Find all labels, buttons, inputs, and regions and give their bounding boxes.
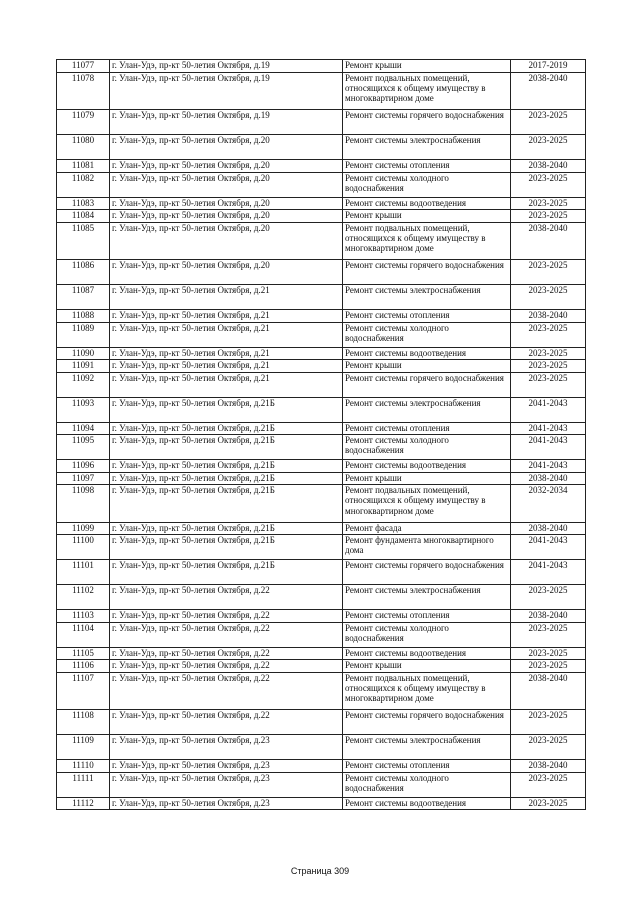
address-cell: г. Улан-Удэ, пр-кт 50-летия Октября, д.19 <box>110 110 343 135</box>
address-cell: г. Улан-Удэ, пр-кт 50-летия Октября, д.21 <box>110 310 343 323</box>
table-row <box>57 422 586 435</box>
table-row <box>57 322 586 347</box>
work-type-cell: Ремонт системы отопления <box>343 760 511 773</box>
table-row <box>57 622 586 647</box>
period-cell: 2023-2025 <box>511 110 586 135</box>
address-cell: г. Улан-Удэ, пр-кт 50-летия Октября, д.22 <box>110 647 343 660</box>
row-number-cell: 11099 <box>57 522 110 535</box>
row-number-cell: 11112 <box>57 797 110 810</box>
address-cell: г. Улан-Удэ, пр-кт 50-летия Октября, д.21 <box>110 347 343 360</box>
address-cell: г. Улан-Удэ, пр-кт 50-летия Октября, д.20 <box>110 135 343 160</box>
row-number-cell: 11101 <box>57 560 110 585</box>
work-type-cell: Ремонт системы холодного водоснабжения <box>343 772 511 797</box>
row-number-cell: 11092 <box>57 372 110 397</box>
address-cell: г. Улан-Удэ, пр-кт 50-летия Октября, д.20 <box>110 160 343 173</box>
period-cell: 2023-2025 <box>511 210 586 223</box>
address-cell: г. Улан-Удэ, пр-кт 50-летия Октября, д.22 <box>110 622 343 647</box>
table-row <box>57 222 586 260</box>
work-type-cell: Ремонт системы водоотведения <box>343 460 511 473</box>
table-row <box>57 72 586 110</box>
work-type-cell: Ремонт крыши <box>343 210 511 223</box>
table-row <box>57 347 586 360</box>
row-number-cell: 11077 <box>57 60 110 73</box>
work-type-cell: Ремонт подвальных помещений, относящихся к общему имуществу в многоквартирном доме <box>343 222 511 260</box>
address-cell: г. Улан-Удэ, пр-кт 50-летия Октября, д.21Б <box>110 397 343 422</box>
row-number-cell: 11097 <box>57 472 110 485</box>
table-row <box>57 210 586 223</box>
row-number-cell: 11094 <box>57 422 110 435</box>
work-type-cell: Ремонт системы электроснабжения <box>343 285 511 310</box>
row-number-cell: 11100 <box>57 535 110 560</box>
work-type-cell: Ремонт системы холодного водоснабжения <box>343 622 511 647</box>
table-row <box>57 460 586 473</box>
table-row <box>57 435 586 460</box>
row-number-cell: 11079 <box>57 110 110 135</box>
row-number-cell: 11105 <box>57 647 110 660</box>
row-number-cell: 11102 <box>57 585 110 610</box>
address-cell: г. Улан-Удэ, пр-кт 50-летия Октября, д.20 <box>110 172 343 197</box>
address-cell: г. Улан-Удэ, пр-кт 50-летия Октября, д.21Б <box>110 522 343 535</box>
work-type-cell: Ремонт подвальных помещений, относящихся к общему имуществу в многоквартирном доме <box>343 485 511 523</box>
work-type-cell: Ремонт крыши <box>343 360 511 373</box>
row-number-cell: 11089 <box>57 322 110 347</box>
row-number-cell: 11107 <box>57 672 110 710</box>
address-cell: г. Улан-Удэ, пр-кт 50-летия Октября, д.23 <box>110 772 343 797</box>
period-cell: 2023-2025 <box>511 372 586 397</box>
period-cell: 2023-2025 <box>511 647 586 660</box>
table-row <box>57 160 586 173</box>
period-cell: 2038-2040 <box>511 160 586 173</box>
work-type-cell: Ремонт системы электроснабжения <box>343 735 511 760</box>
table-row <box>57 522 586 535</box>
row-number-cell: 11096 <box>57 460 110 473</box>
period-cell: 2023-2025 <box>511 347 586 360</box>
work-type-cell: Ремонт системы холодного водоснабжения <box>343 435 511 460</box>
table-row <box>57 760 586 773</box>
table-row <box>57 660 586 673</box>
table-row <box>57 285 586 310</box>
table-row <box>57 472 586 485</box>
table-row <box>57 797 586 810</box>
address-cell: г. Улан-Удэ, пр-кт 50-летия Октября, д.21Б <box>110 472 343 485</box>
address-cell: г. Улан-Удэ, пр-кт 50-летия Октября, д.21Б <box>110 560 343 585</box>
row-number-cell: 11083 <box>57 197 110 210</box>
address-cell: г. Улан-Удэ, пр-кт 50-летия Октября, д.21Б <box>110 535 343 560</box>
address-cell: г. Улан-Удэ, пр-кт 50-летия Октября, д.23 <box>110 760 343 773</box>
work-type-cell: Ремонт крыши <box>343 472 511 485</box>
table-row <box>57 360 586 373</box>
table-row <box>57 647 586 660</box>
work-type-cell: Ремонт системы холодного водоснабжения <box>343 172 511 197</box>
period-cell: 2023-2025 <box>511 585 586 610</box>
row-number-cell: 11090 <box>57 347 110 360</box>
period-cell: 2023-2025 <box>511 360 586 373</box>
work-type-cell: Ремонт фасада <box>343 522 511 535</box>
row-number-cell: 11108 <box>57 710 110 735</box>
row-number-cell: 11081 <box>57 160 110 173</box>
period-cell: 2023-2025 <box>511 710 586 735</box>
address-cell: г. Улан-Удэ, пр-кт 50-летия Октября, д.20 <box>110 260 343 285</box>
table-row <box>57 397 586 422</box>
table-row <box>57 172 586 197</box>
address-cell: г. Улан-Удэ, пр-кт 50-летия Октября, д.21Б <box>110 435 343 460</box>
work-type-cell: Ремонт системы электроснабжения <box>343 397 511 422</box>
period-cell: 2023-2025 <box>511 622 586 647</box>
period-cell: 2023-2025 <box>511 172 586 197</box>
work-type-cell: Ремонт системы горячего водоснабжения <box>343 110 511 135</box>
period-cell: 2038-2040 <box>511 310 586 323</box>
period-cell: 2038-2040 <box>511 222 586 260</box>
row-number-cell: 11082 <box>57 172 110 197</box>
period-cell: 2041-2043 <box>511 422 586 435</box>
row-number-cell: 11109 <box>57 735 110 760</box>
work-type-cell: Ремонт системы горячего водоснабжения <box>343 260 511 285</box>
work-type-cell: Ремонт подвальных помещений, относящихся к общему имуществу в многоквартирном доме <box>343 72 511 110</box>
address-cell: г. Улан-Удэ, пр-кт 50-летия Октября, д.22 <box>110 610 343 623</box>
address-cell: г. Улан-Удэ, пр-кт 50-летия Октября, д.19 <box>110 60 343 73</box>
period-cell: 2038-2040 <box>511 610 586 623</box>
work-type-cell: Ремонт системы горячего водоснабжения <box>343 710 511 735</box>
work-type-cell: Ремонт системы водоотведения <box>343 797 511 810</box>
row-number-cell: 11095 <box>57 435 110 460</box>
work-type-cell: Ремонт системы отопления <box>343 610 511 623</box>
row-number-cell: 11104 <box>57 622 110 647</box>
row-number-cell: 11091 <box>57 360 110 373</box>
period-cell: 2041-2043 <box>511 435 586 460</box>
work-type-cell: Ремонт системы отопления <box>343 422 511 435</box>
address-cell: г. Улан-Удэ, пр-кт 50-летия Октября, д.19 <box>110 72 343 110</box>
period-cell: 2041-2043 <box>511 560 586 585</box>
work-type-cell: Ремонт системы холодного водоснабжения <box>343 322 511 347</box>
address-cell: г. Улан-Удэ, пр-кт 50-летия Октября, д.22 <box>110 710 343 735</box>
table-row <box>57 535 586 560</box>
work-type-cell: Ремонт системы водоотведения <box>343 347 511 360</box>
period-cell: 2023-2025 <box>511 260 586 285</box>
work-type-cell: Ремонт системы электроснабжения <box>343 585 511 610</box>
table-row <box>57 135 586 160</box>
period-cell: 2038-2040 <box>511 760 586 773</box>
period-cell: 2023-2025 <box>511 772 586 797</box>
period-cell: 2023-2025 <box>511 797 586 810</box>
address-cell: г. Улан-Удэ, пр-кт 50-летия Октября, д.21 <box>110 372 343 397</box>
table-row <box>57 610 586 623</box>
period-cell: 2023-2025 <box>511 735 586 760</box>
address-cell: г. Улан-Удэ, пр-кт 50-летия Октября, д.21 <box>110 322 343 347</box>
work-type-cell: Ремонт системы отопления <box>343 310 511 323</box>
table-row <box>57 710 586 735</box>
address-cell: г. Улан-Удэ, пр-кт 50-летия Октября, д.23 <box>110 735 343 760</box>
period-cell: 2041-2043 <box>511 397 586 422</box>
table-row <box>57 560 586 585</box>
repair-schedule-table <box>56 59 586 810</box>
row-number-cell: 11080 <box>57 135 110 160</box>
address-cell: г. Улан-Удэ, пр-кт 50-летия Октября, д.21Б <box>110 422 343 435</box>
address-cell: г. Улан-Удэ, пр-кт 50-летия Октября, д.20 <box>110 222 343 260</box>
table-row <box>57 110 586 135</box>
work-type-cell: Ремонт подвальных помещений, относящихся к общему имуществу в многоквартирном доме <box>343 672 511 710</box>
period-cell: 2017-2019 <box>511 60 586 73</box>
period-cell: 2038-2040 <box>511 672 586 710</box>
row-number-cell: 11106 <box>57 660 110 673</box>
period-cell: 2041-2043 <box>511 460 586 473</box>
work-type-cell: Ремонт крыши <box>343 60 511 73</box>
table-row <box>57 772 586 797</box>
address-cell: г. Улан-Удэ, пр-кт 50-летия Октября, д.22 <box>110 672 343 710</box>
table-row <box>57 60 586 73</box>
work-type-cell: Ремонт крыши <box>343 660 511 673</box>
table-row <box>57 485 586 523</box>
period-cell: 2041-2043 <box>511 535 586 560</box>
period-cell: 2038-2040 <box>511 522 586 535</box>
table-row <box>57 372 586 397</box>
row-number-cell: 11098 <box>57 485 110 523</box>
row-number-cell: 11086 <box>57 260 110 285</box>
table-row <box>57 672 586 710</box>
period-cell: 2032-2034 <box>511 485 586 523</box>
address-cell: г. Улан-Удэ, пр-кт 50-летия Октября, д.21Б <box>110 485 343 523</box>
row-number-cell: 11085 <box>57 222 110 260</box>
work-type-cell: Ремонт фундамента многоквартирного дома <box>343 535 511 560</box>
period-cell: 2023-2025 <box>511 197 586 210</box>
address-cell: г. Улан-Удэ, пр-кт 50-летия Октября, д.22 <box>110 585 343 610</box>
row-number-cell: 11103 <box>57 610 110 623</box>
row-number-cell: 11084 <box>57 210 110 223</box>
period-cell: 2023-2025 <box>511 285 586 310</box>
table-row <box>57 585 586 610</box>
work-type-cell: Ремонт системы электроснабжения <box>343 135 511 160</box>
work-type-cell: Ремонт системы водоотведения <box>343 197 511 210</box>
table-row <box>57 260 586 285</box>
address-cell: г. Улан-Удэ, пр-кт 50-летия Октября, д.20 <box>110 197 343 210</box>
period-cell: 2023-2025 <box>511 135 586 160</box>
period-cell: 2023-2025 <box>511 660 586 673</box>
work-type-cell: Ремонт системы горячего водоснабжения <box>343 560 511 585</box>
row-number-cell: 11111 <box>57 772 110 797</box>
address-cell: г. Улан-Удэ, пр-кт 50-летия Октября, д.21 <box>110 360 343 373</box>
period-cell: 2038-2040 <box>511 72 586 110</box>
address-cell: г. Улан-Удэ, пр-кт 50-летия Октября, д.21Б <box>110 460 343 473</box>
address-cell: г. Улан-Удэ, пр-кт 50-летия Октября, д.22 <box>110 660 343 673</box>
period-cell: 2038-2040 <box>511 472 586 485</box>
address-cell: г. Улан-Удэ, пр-кт 50-летия Октября, д.23 <box>110 797 343 810</box>
table-row <box>57 310 586 323</box>
address-cell: г. Улан-Удэ, пр-кт 50-летия Октября, д.21 <box>110 285 343 310</box>
address-cell: г. Улан-Удэ, пр-кт 50-летия Октября, д.20 <box>110 210 343 223</box>
row-number-cell: 11078 <box>57 72 110 110</box>
row-number-cell: 11087 <box>57 285 110 310</box>
work-type-cell: Ремонт системы отопления <box>343 160 511 173</box>
table-body <box>57 60 586 810</box>
row-number-cell: 11093 <box>57 397 110 422</box>
row-number-cell: 11088 <box>57 310 110 323</box>
page-number: Страница 309 <box>290 866 350 876</box>
period-cell: 2023-2025 <box>511 322 586 347</box>
row-number-cell: 11110 <box>57 760 110 773</box>
table-row <box>57 735 586 760</box>
work-type-cell: Ремонт системы водоотведения <box>343 647 511 660</box>
work-type-cell: Ремонт системы горячего водоснабжения <box>343 372 511 397</box>
table-row <box>57 197 586 210</box>
